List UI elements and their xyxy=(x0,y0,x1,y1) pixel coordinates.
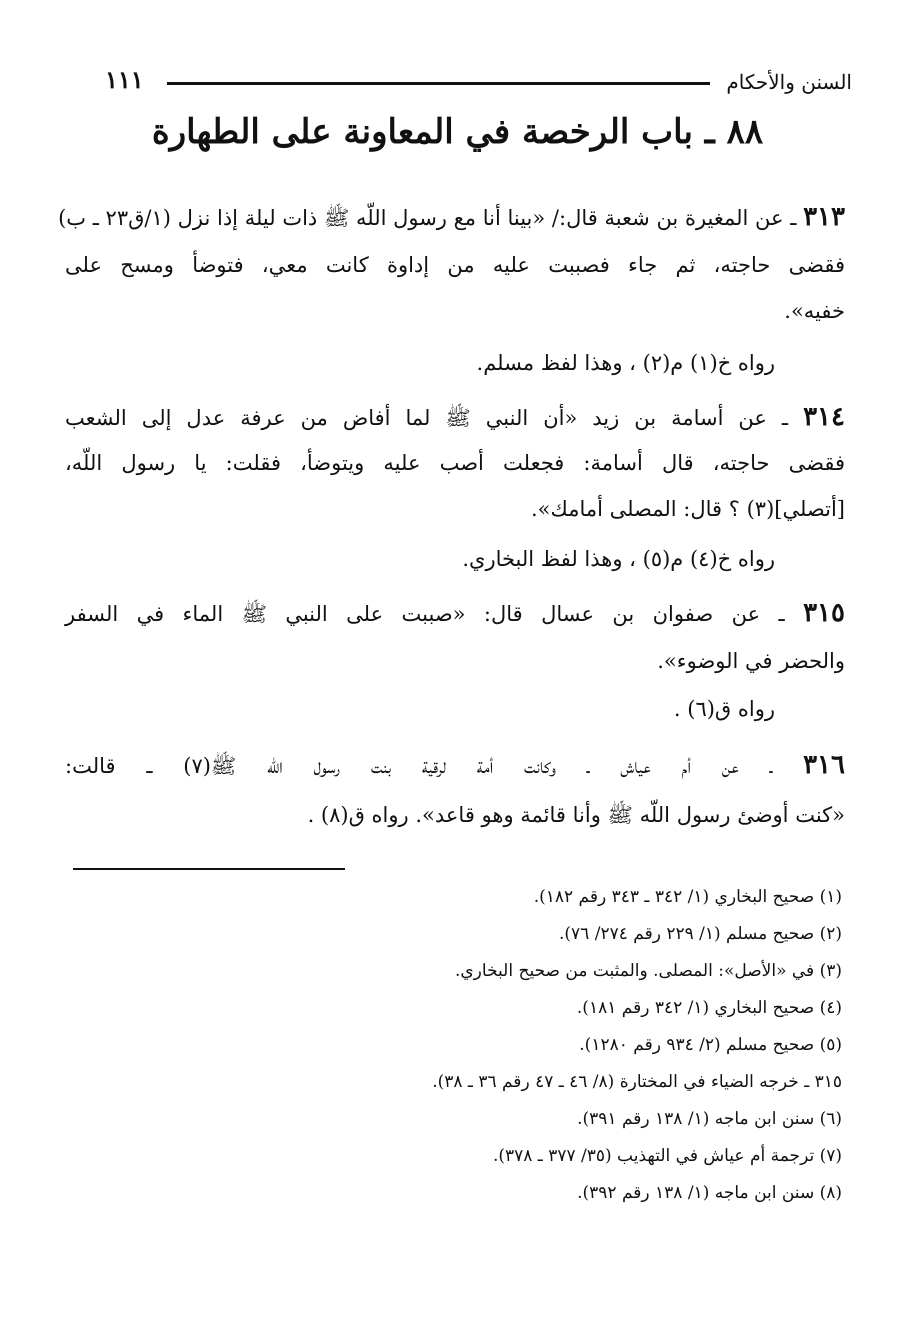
hadith-314-line-2: فقضى حاجته، قال أسامة: فجعلت أصب عليه ويتوضأ، فقلت: يا رسول اللّه، xyxy=(65,451,845,475)
hadith-315-line-1: ٣١٥ ـ عن صفوان بن عسال قال: «صببت على النبي ﷺ الماء في السفر xyxy=(65,598,845,628)
running-title: السنن والأحكام xyxy=(726,70,852,94)
hadith-314-line-3: [أتصلي](٣) ؟ قال: المصلى أمامك». xyxy=(530,497,845,521)
hadith-316-line-2: «كنت أوضئ رسول اللّه ﷺ وأنا قائمة وهو قاعد». رواه ق(٨) . xyxy=(307,803,845,827)
running-header xyxy=(105,62,852,102)
footnote-4: (٤) صحيح البخاري (١/ ٣٤٢ رقم ١٨١). xyxy=(576,998,842,1018)
footnote-rule xyxy=(73,868,345,870)
footnote-1: (١) صحيح البخاري (١/ ٣٤٢ ـ ٣٤٣ رقم ١٨٢). xyxy=(533,887,842,907)
footnote-6: (٦) سنن ابن ماجه (١/ ١٣٨ رقم ٣٩١). xyxy=(577,1109,842,1129)
footnote-315-note: ٣١٥ ـ خرجه الضياء في المختارة (٨/ ٤٦ ـ ٤٧ رقم ٣٦ ـ ٣٨). xyxy=(432,1072,842,1092)
footnote-2: (٢) صحيح مسلم (١/ ٢٢٩ رقم ٢٧٤/ ٧٦). xyxy=(559,924,842,944)
hadith-315-line-2: والحضر في الوضوء». xyxy=(657,649,845,673)
hadith-313-line-1: ٣١٣ ـ عن المغيرة بن شعبة قال:/ «بينا أنا مع رسول اللّه ﷺ ذات ليلة إذا نزل (١/ق٢٣ ـ ب) xyxy=(58,202,845,232)
footnote-7: (٧) ترجمة أم عياش في التهذيب (٣٥/ ٣٧٧ ـ ٣٧٨). xyxy=(492,1146,842,1166)
footnote-5: (٥) صحيح مسلم (٢/ ٩٣٤ رقم ١٢٨٠). xyxy=(579,1035,842,1055)
hadith-number: ٣١٥ xyxy=(803,598,845,628)
hadith-315-citation: رواه ق(٦) . xyxy=(673,697,775,721)
footnote-8: (٨) سنن ابن ماجه (١/ ١٣٨ رقم ٣٩٢). xyxy=(577,1183,842,1203)
footnote-3: (٣) في «الأصل»: المصلى. والمثبت من صحيح البخاري. xyxy=(454,961,842,981)
chapter-title: ٨٨ ـ باب الرخصة في المعاونة على الطهارة xyxy=(151,112,764,152)
hadith-314-citation: رواه خ(٤) م(٥) ، وهذا لفظ البخاري. xyxy=(462,547,775,571)
hadith-313-line-3: خفيه». xyxy=(784,299,845,323)
hadith-313-citation: رواه خ(١) م(٢) ، وهذا لفظ مسلم. xyxy=(476,351,775,375)
hadith-316-line-1: ٣١٦ ـ عن أم عياش ـ وكانت أمة لرقية بنت رسول اللّه ﷺ(٧) ـ قالت: xyxy=(65,750,845,780)
hadith-number: ٣١٦ xyxy=(803,750,845,780)
page-number: ١١١ xyxy=(105,65,144,94)
hadith-number: ٣١٤ xyxy=(803,402,845,432)
header-rule xyxy=(167,82,710,85)
hadith-313-line-2: فقضى حاجته، ثم جاء فصببت عليه من إداوة كانت معي، فتوضأ ومسح على xyxy=(65,253,845,277)
hadith-number: ٣١٣ xyxy=(803,202,845,232)
hadith-314-line-1: ٣١٤ ـ عن أسامة بن زيد «أن النبي ﷺ لما أفاض من عرفة عدل إلى الشعب xyxy=(65,402,845,432)
